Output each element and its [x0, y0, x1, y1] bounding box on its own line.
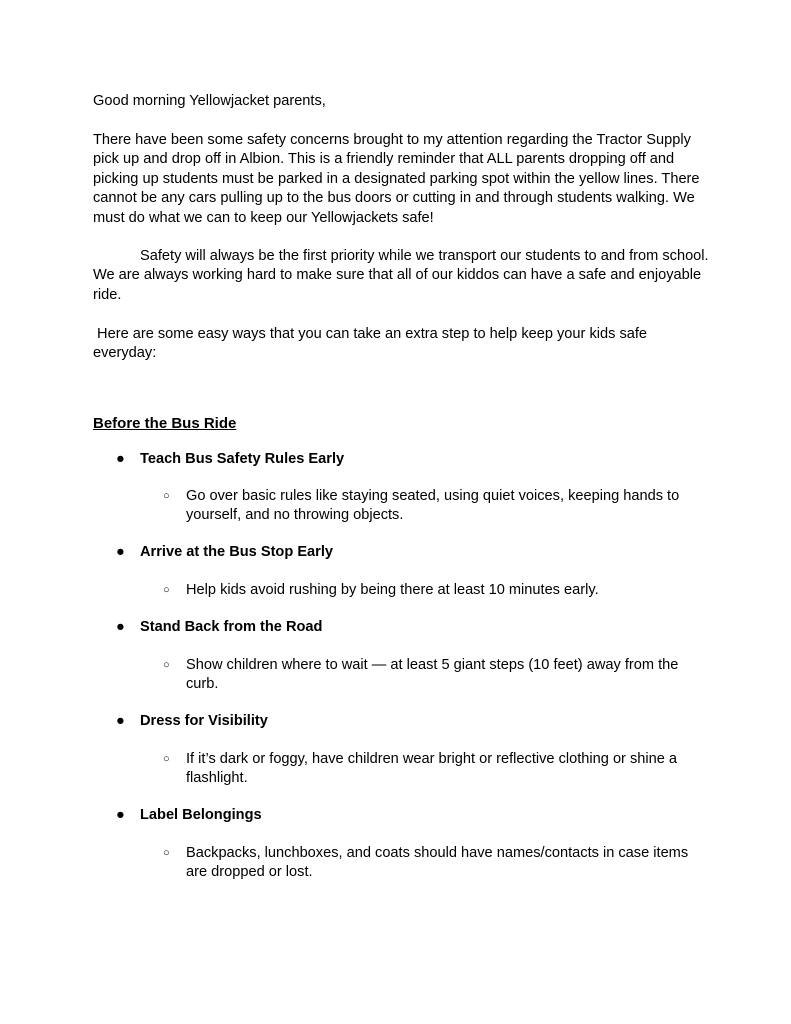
list-item — [116, 543, 333, 562]
item-title: Label Belongings — [140, 807, 262, 823]
list-item — [116, 712, 268, 731]
detail-line: yourself, and no throwing objects. — [186, 507, 404, 524]
detail-line: Help kids avoid rushing by being there at least 10 minutes early. — [186, 582, 599, 598]
detail-line: Backpacks, lunchboxes, and coats should have names/contacts in case items — [186, 845, 689, 861]
list-item — [116, 806, 262, 825]
item-title: Teach Bus Safety Rules Early — [140, 451, 345, 467]
sub-list-item — [163, 656, 678, 695]
item-title: Stand Back from the Road — [140, 619, 323, 635]
detail-line: are dropped or lost. — [186, 864, 313, 881]
sub-list-item — [163, 487, 679, 526]
paragraph-line: cannot be any cars pulling up to the bus doors or cutting in and through students walking. We — [93, 190, 695, 207]
item-title: Dress for Visibility — [140, 713, 268, 729]
circle-bullet-icon: ○ — [163, 490, 170, 502]
paragraph-intro — [93, 325, 647, 364]
item-title: Arrive at the Bus Stop Early — [140, 544, 334, 560]
detail-line: curb. — [186, 676, 219, 693]
paragraph-line: picking up students must be parked in a designated parking spot within the yellow lines. There — [93, 170, 700, 187]
detail-line: If it’s dark or foggy, have children wear bright or reflective clothing or shine a — [186, 751, 678, 767]
paragraph-safety-concerns — [93, 131, 700, 228]
sub-list-item — [163, 750, 677, 789]
list-item — [116, 618, 322, 637]
circle-bullet-icon: ○ — [163, 753, 170, 765]
circle-bullet-icon: ○ — [163, 584, 170, 596]
circle-bullet-icon: ○ — [163, 847, 170, 859]
paragraph-line: We are always working hard to make sure that all of our kiddos can have a safe and enjoyable — [93, 267, 702, 284]
paragraph-safety-priority — [93, 247, 709, 305]
paragraph-line: pick up and drop off in Albion. This is a friendly reminder that ALL parents dropping off and — [93, 151, 675, 168]
bullet-icon: ● — [116, 807, 125, 823]
detail-line: Show children where to wait — at least 5 giant steps (10 feet) away from the — [186, 657, 679, 673]
greeting: Good morning Yellowjacket parents, — [93, 93, 326, 109]
sub-list-item — [163, 844, 688, 883]
paragraph-line: ride. — [93, 286, 122, 303]
bullet-icon: ● — [116, 451, 125, 467]
paragraph-line: Here are some easy ways that you can take an extra step to help keep your kids safe — [93, 326, 648, 342]
section-heading: Before the Bus Ride — [93, 415, 237, 432]
bullet-icon: ● — [116, 713, 125, 729]
paragraph-line: Safety will always be the first priority while we transport our students to and from school. — [140, 248, 709, 264]
list-item — [116, 450, 344, 469]
detail-line: Go over basic rules like staying seated, using quiet voices, keeping hands to — [186, 488, 680, 504]
sub-list-item — [163, 581, 599, 600]
paragraph-line: There have been some safety concerns brought to my attention regarding the Tractor Supply — [93, 132, 691, 148]
bullet-icon: ● — [116, 544, 125, 560]
bullet-icon: ● — [116, 619, 125, 635]
detail-line: flashlight. — [186, 770, 248, 787]
circle-bullet-icon: ○ — [163, 659, 170, 671]
paragraph-line: everyday: — [93, 345, 157, 362]
paragraph-line: must do what we can to keep our Yellowjackets safe! — [93, 209, 434, 226]
